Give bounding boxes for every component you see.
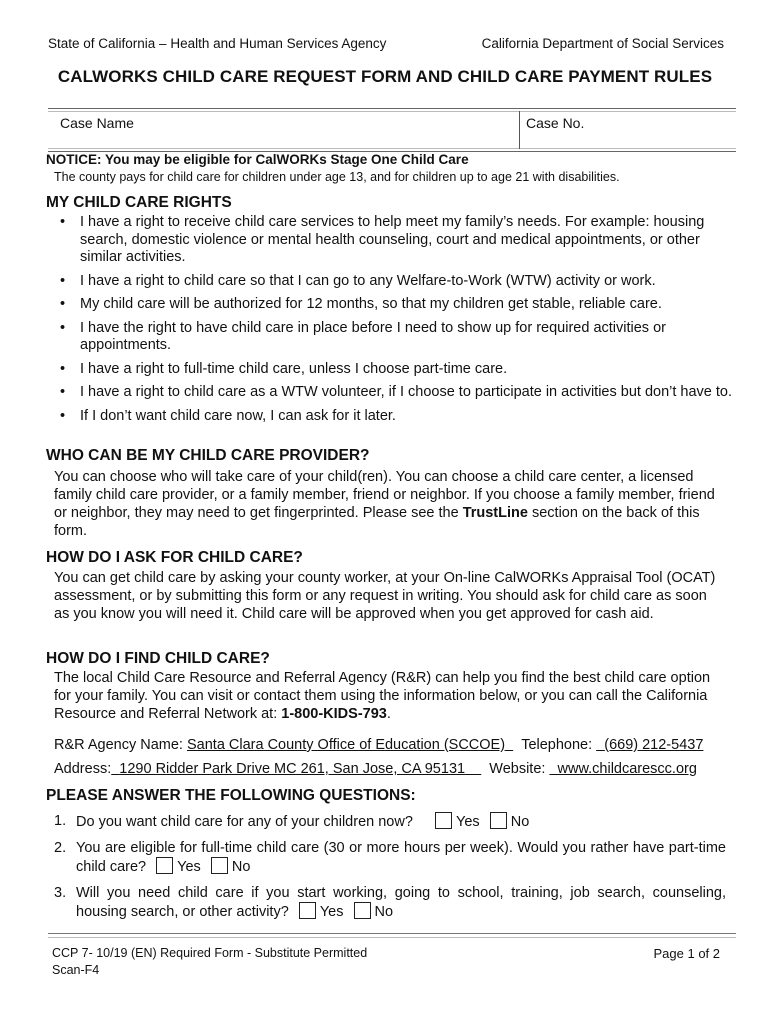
questions-list — [54, 812, 726, 929]
list-item: • I have a right to child care as a WTW volunteer, if I choose to participate in activities but don’t have to. — [60, 384, 733, 400]
provider-text: You can choose who will take care of your child(ren). You can choose a child care center, a licensed family child care provider, or a family member, friend or neighbor. If you choose a family member, friend or neighbor, they may need to get fingerprinted. Please see the TrustLine section on the back of this form. — [54, 469, 715, 539]
list-item: • I have a right to receive child care services to help meet my family’s needs. For example: housing search, domestic violence or mental health counseling, court and medical appointments, or other similar activities. — [60, 214, 705, 265]
case-name-field[interactable]: Case Name — [60, 115, 134, 131]
footer-divider — [48, 933, 736, 938]
question-2: 2. You are eligible for full-time child care (30 or more hours per week). Would you rather have part-time child care? Yes No — [54, 840, 726, 875]
bullet-icon: • — [60, 384, 66, 400]
agency-address-value[interactable]: 1290 Ridder Park Drive MC 261, San Jose, CA 95131 — [119, 761, 466, 777]
department-header: California Department of Social Services — [481, 36, 724, 51]
agency-row: R&R Agency Name: Santa Clara County Office of Education (SCCOE) Telephone: (669) 212-5437 — [54, 737, 704, 753]
bullet-icon: • — [60, 272, 66, 289]
rights-list — [60, 214, 736, 431]
agency-telephone-value[interactable]: (669) 212-5437 — [604, 737, 704, 753]
case-info-box — [48, 108, 736, 152]
ask-heading: HOW DO I ASK FOR CHILD CARE? — [46, 549, 303, 566]
ask-text: You can get child care by asking your county worker, at your On-line CalWORKs Appraisal Tool (OCAT) assessment, or by submitting this form or any request in writing. You should ask for child care as soon as you know you will need it. Child care will be approved when you get approved for cash aid. — [54, 570, 716, 622]
bullet-icon: • — [60, 296, 66, 312]
network-phone: 1-800-KIDS-793 — [281, 706, 387, 722]
find-text: The local Child Care Resource and Referral Agency (R&R) can help you find the best child care option for your family. You can visit or contact them using the information below, or you can call the California Resource and Referral Network at: 1-800-KIDS-793. — [54, 670, 711, 722]
address-row: Address: 1290 Ridder Park Drive MC 261, San Jose, CA 95131 Website: www.childcarescc.org — [54, 761, 697, 777]
find-heading: HOW DO I FIND CHILD CARE? — [46, 650, 270, 667]
agency-name-value[interactable]: Santa Clara County Office of Education (SCCOE) — [186, 737, 506, 753]
agency-header: State of California – Health and Human Services Agency — [48, 36, 387, 51]
bullet-icon: • — [60, 214, 66, 230]
question-1: 1. Do you want child care for any of your children now? Yes No — [54, 813, 530, 830]
list-item: • I have a right to full-time child care, unless I choose part-time care. — [60, 360, 508, 377]
bullet-icon: • — [60, 360, 66, 377]
provider-heading: WHO CAN BE MY CHILD CARE PROVIDER? — [46, 447, 370, 464]
list-item: • I have the right to have child care in place before I need to show up for required activities or appointments. — [60, 319, 666, 353]
q3-yes-checkbox[interactable] — [299, 902, 316, 919]
list-item: • I have a right to child care so that I can go to any Welfare-to-Work (WTW) activity or work. — [60, 272, 656, 289]
scan-code: Scan-F4 — [52, 963, 100, 977]
question-3: 3. Will you need child care if you start working, going to school, training, job search, counseling, housing search, or other activity? Yes No — [54, 885, 726, 920]
form-title: CALWORKS CHILD CARE REQUEST FORM AND CHILD CARE PAYMENT RULES — [57, 67, 713, 86]
q1-no-checkbox[interactable] — [490, 812, 507, 829]
bullet-icon: • — [60, 319, 66, 336]
q3-no-checkbox[interactable] — [354, 902, 371, 919]
trustline-text: TrustLine — [462, 505, 528, 521]
q2-no-checkbox[interactable] — [211, 857, 228, 874]
notice-text: The county pays for child care for children under age 13, and for children up to age 21 with disabilities. — [54, 170, 620, 184]
notice-title: NOTICE: You may be eligible for CalWORKs Stage One Child Care — [46, 152, 469, 167]
q1-yes-checkbox[interactable] — [435, 812, 452, 829]
list-item: • If I don’t want child care now, I can ask for it later. — [60, 407, 396, 424]
form-id: CCP 7- 10/19 (EN) Required Form - Substitute Permitted — [52, 946, 368, 960]
case-number-field[interactable]: Case No. — [526, 115, 585, 131]
list-item: • My child care will be authorized for 12 months, so that my children get stable, reliable care. — [60, 296, 662, 312]
questions-heading: PLEASE ANSWER THE FOLLOWING QUESTIONS: — [46, 787, 416, 804]
q2-yes-checkbox[interactable] — [156, 857, 173, 874]
rights-heading: MY CHILD CARE RIGHTS — [46, 194, 232, 211]
page-number: Page 1 of 2 — [653, 946, 720, 961]
agency-website-link[interactable]: www.childcarescc.org — [557, 761, 697, 777]
bullet-icon: • — [60, 407, 66, 424]
